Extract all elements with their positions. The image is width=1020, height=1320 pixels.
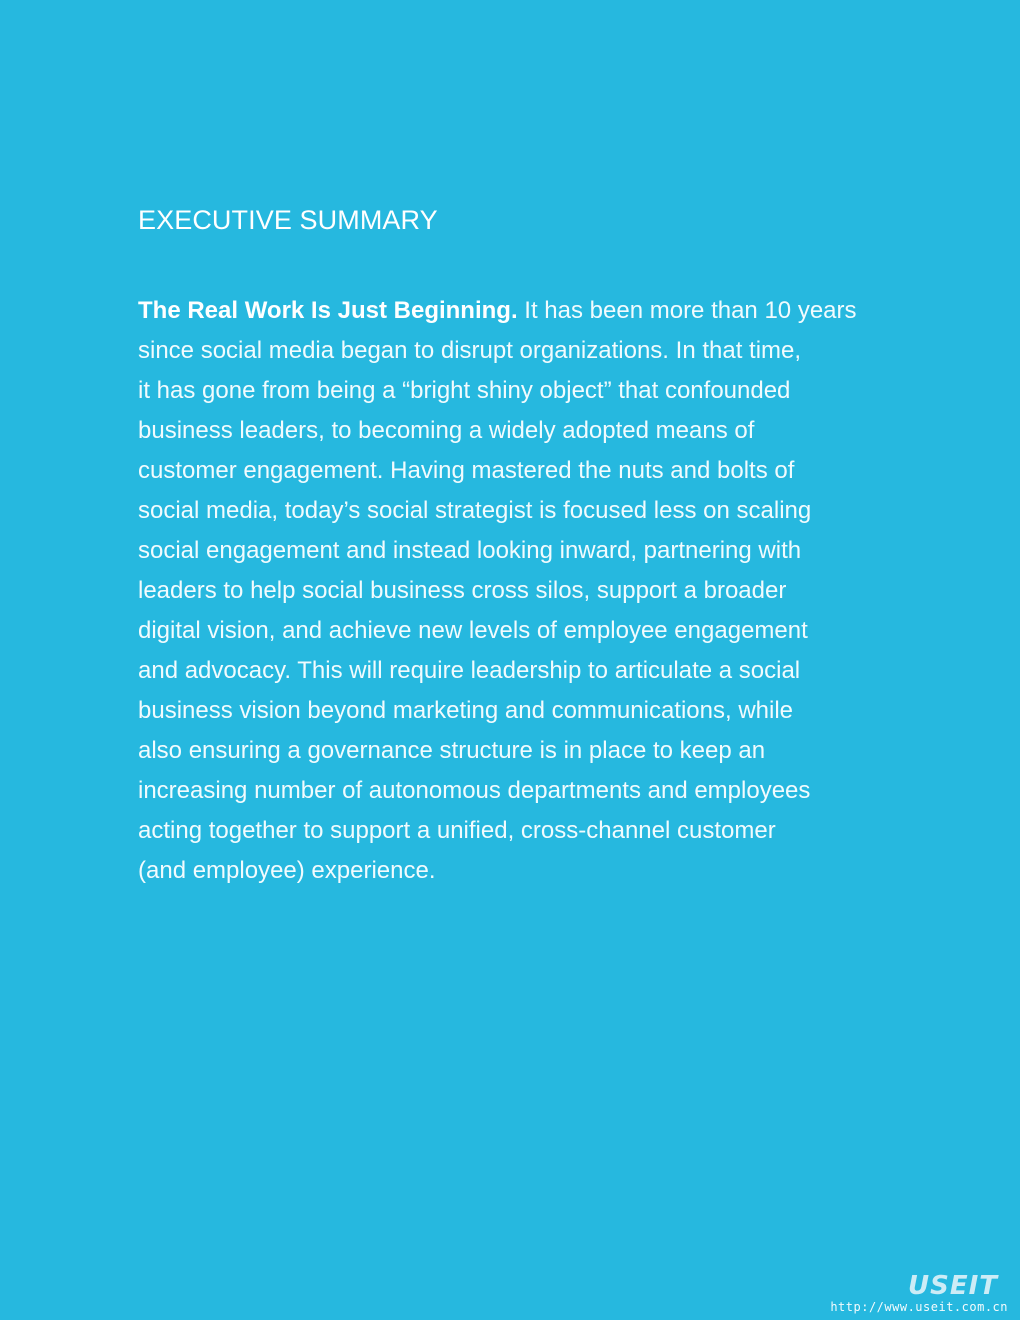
watermark-logo: USEIT <box>907 1271 998 1301</box>
summary-line: customer engagement. Having mastered the nuts and bolts of <box>138 457 795 484</box>
summary-line: leaders to help social business cross silos, support a broader <box>138 577 787 604</box>
summary-line: (and employee) experience. <box>138 857 436 884</box>
summary-line: since social media began to disrupt organizations. In that time, <box>138 337 802 364</box>
summary-line: business leaders, to becoming a widely adopted means of <box>138 417 755 444</box>
section-title: EXECUTIVE SUMMARY <box>138 205 438 235</box>
summary-line-text: It has been more than 10 years <box>524 297 857 324</box>
summary-line: business vision beyond marketing and communications, while <box>138 697 794 724</box>
summary-paragraph <box>138 291 908 891</box>
lead-sentence: The Real Work Is Just Beginning. <box>138 297 518 324</box>
summary-line: increasing number of autonomous departments and employees <box>138 777 811 804</box>
summary-line: digital vision, and achieve new levels of employee engagement <box>138 617 808 644</box>
summary-line: it has gone from being a “bright shiny object” that confounded <box>138 377 791 404</box>
summary-line: social media, today’s social strategist is focused less on scaling <box>138 497 812 524</box>
summary-line <box>138 291 908 331</box>
summary-line: also ensuring a governance structure is in place to keep an <box>138 737 766 764</box>
watermark-url: http://www.useit.com.cn <box>830 1300 1008 1314</box>
summary-line: social engagement and instead looking inward, partnering with <box>138 537 802 564</box>
summary-line: acting together to support a unified, cross-channel customer <box>138 817 776 844</box>
summary-line: and advocacy. This will require leadership to articulate a social <box>138 657 801 684</box>
watermark <box>830 1272 1008 1314</box>
